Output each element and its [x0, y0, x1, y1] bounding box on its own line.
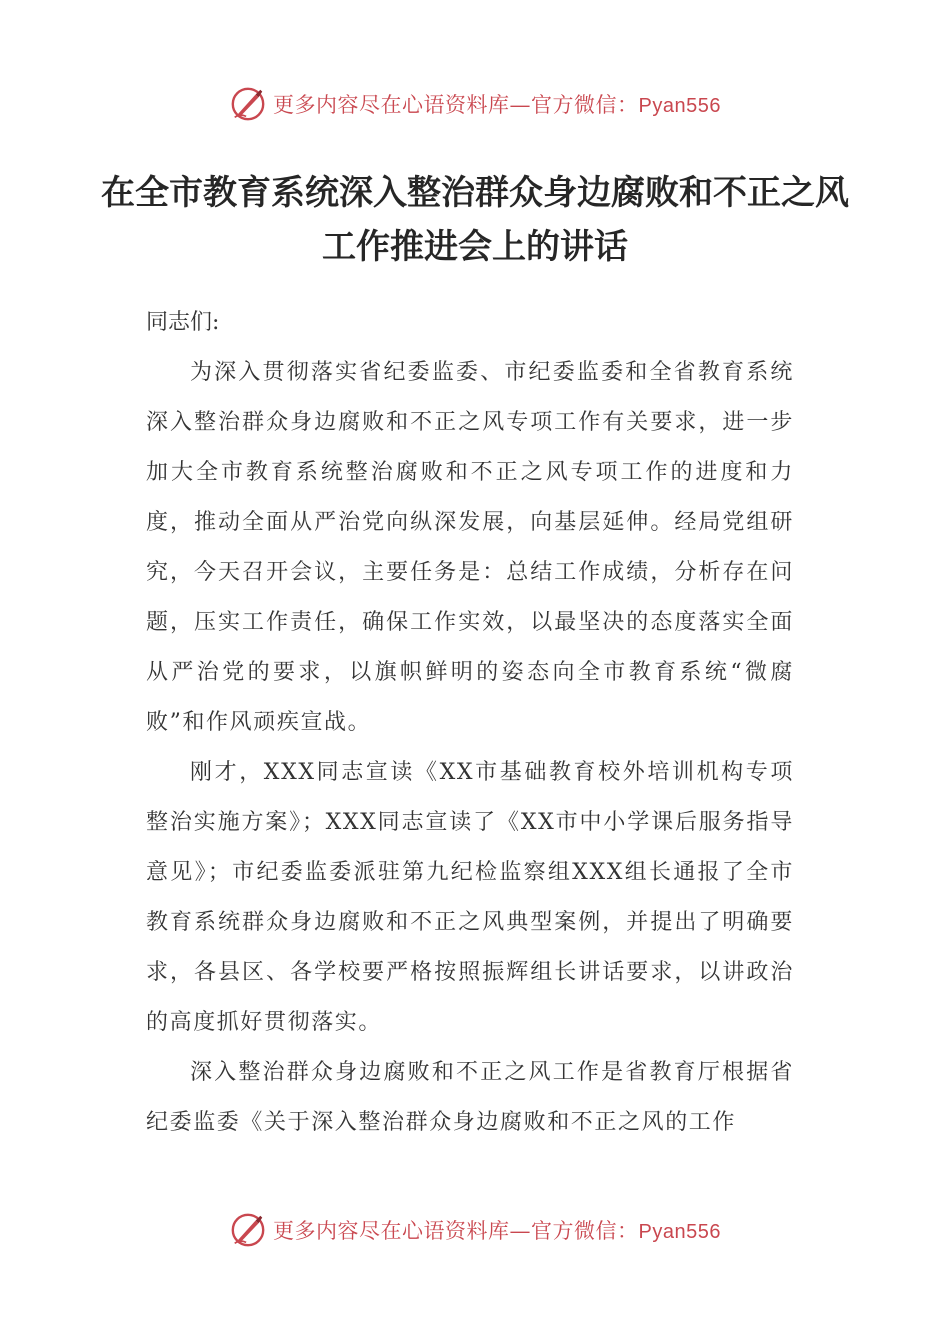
footer-banner-content	[229, 1211, 721, 1249]
salutation: 同志们:	[146, 310, 220, 335]
header-banner-content	[229, 85, 721, 123]
pen-circle-logo-icon	[229, 85, 267, 123]
banner-text	[273, 89, 721, 119]
banner-slogan: 更多内容尽在心语资料库—官方微信：	[273, 1219, 639, 1243]
document-body	[146, 298, 794, 1148]
document-title: 在全市教育系统深入整治群众身边腐败和不正之风工作推进会上的讲话	[101, 173, 849, 267]
wechat-id: Pyan556	[638, 95, 721, 117]
banner-text	[273, 1215, 721, 1245]
header-banner	[0, 80, 950, 128]
paragraph-2: 刚才，XXX同志宣读《XX市基础教育校外培训机构专项整治实施方案》；XXX同志宣读了《XX市中小学课后服务指导意见》；市纪委监委派驻第九纪检监察组XXX组长通报了全市教育系统群众身边腐败和不正之风典型案例，并提出了明确要求，各县区、各学校要严格按照振辉组长讲话要求，以讲政治的高度抓好贯彻落实。	[146, 760, 794, 1035]
banner-slogan: 更多内容尽在心语资料库—官方微信：	[273, 93, 639, 117]
paragraph-1: 为深入贯彻落实省纪委监委、市纪委监委和全省教育系统深入整治群众身边腐败和不正之风专项工作有关要求，进一步加大全市教育系统整治腐败和不正之风专项工作的进度和力度，推动全面从严治党向纵深发展，向基层延伸。经局党组研究，今天召开会议，主要任务是：总结工作成绩，分析存在问题，压实工作责任，确保工作实效，以最坚决的态度落实全面从严治党的要求，以旗帜鲜明的姿态向全市教育系统“微腐败”和作风顽疾宣战。	[146, 360, 794, 735]
footer-banner	[0, 1206, 950, 1254]
wechat-id: Pyan556	[638, 1221, 721, 1243]
paragraph-3: 深入整治群众身边腐败和不正之风工作是省教育厅根据省纪委监委《关于深入整治群众身边腐败和不正之风的工作	[146, 1060, 794, 1135]
pen-circle-logo-icon	[229, 1211, 267, 1249]
